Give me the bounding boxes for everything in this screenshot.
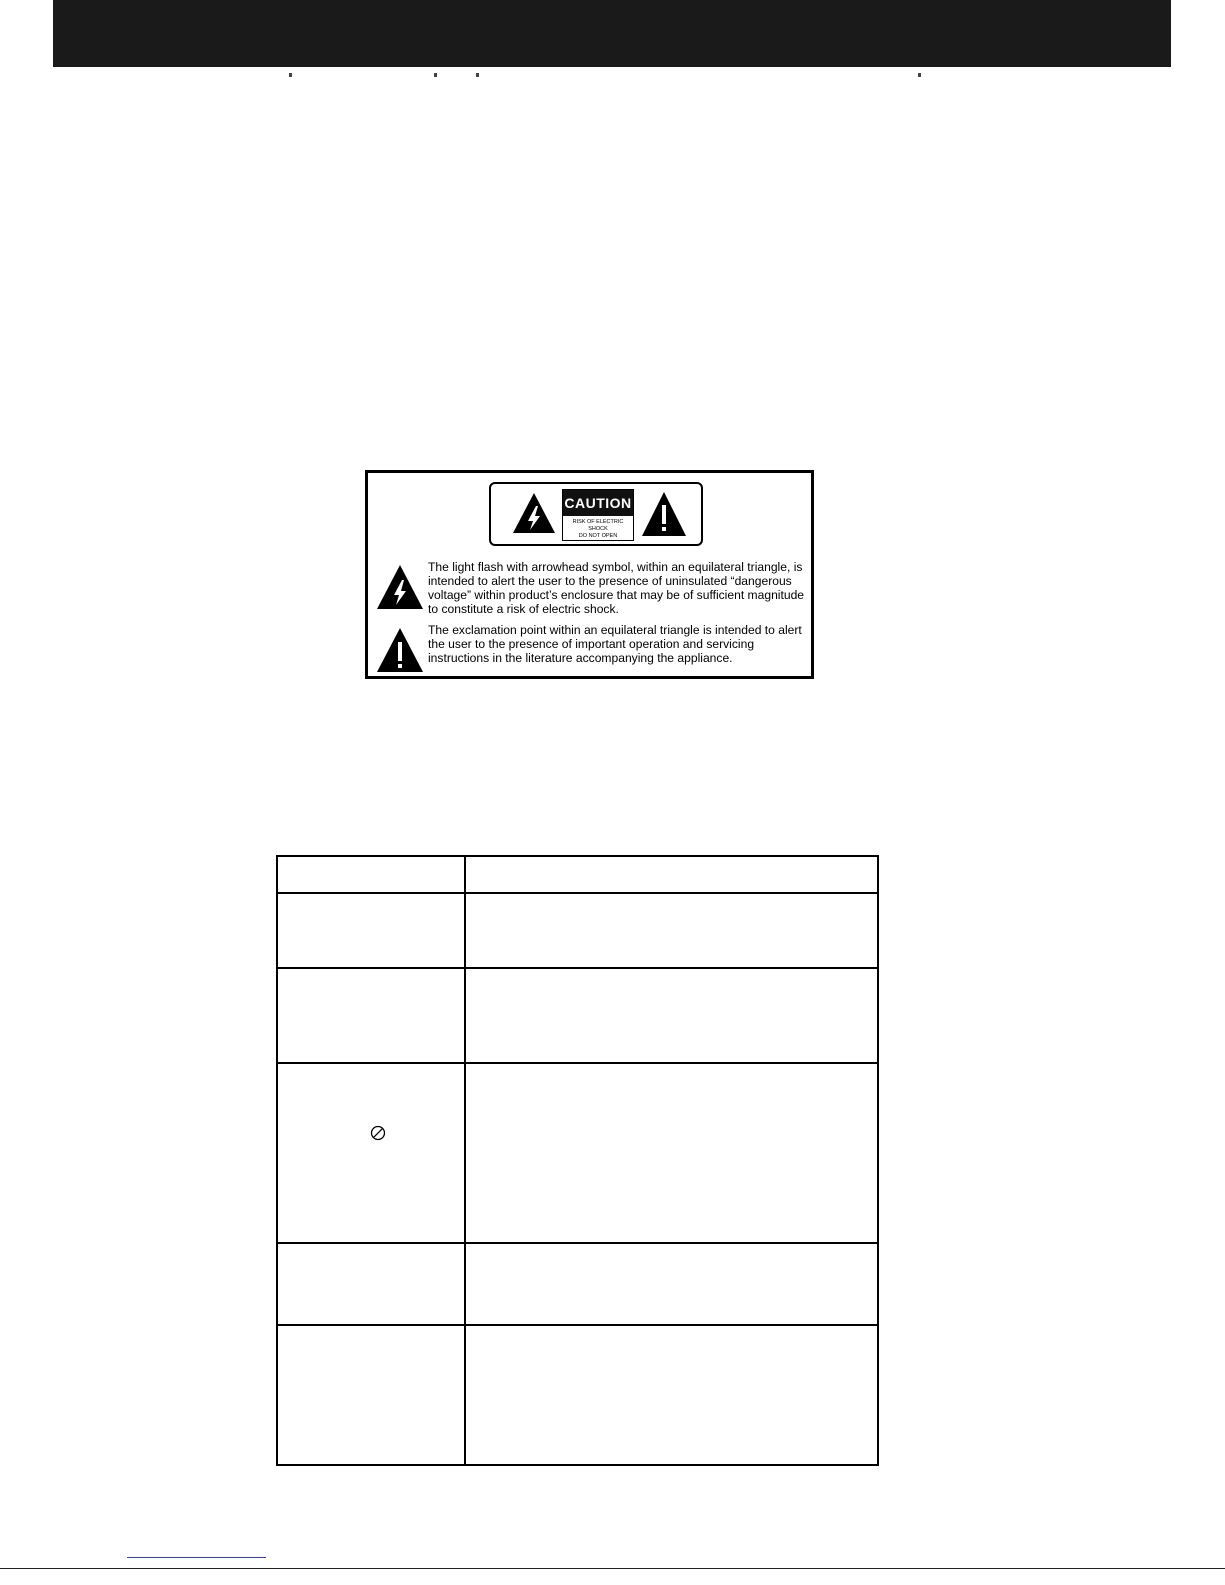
column-divider xyxy=(464,857,466,1464)
symbol-description: The light flash with arrowhead symbol, within an equilateral triangle, is intended to alert the user to the presence of uninsulated “dangerous voltage” within product’s enclosure that may be of sufficient magnitude to constitute a risk of electric shock. xyxy=(428,560,805,616)
caution-line-1: RISK OF ELECTRIC SHOCK xyxy=(572,519,624,532)
caution-title: CAUTION xyxy=(563,490,633,516)
lightning-triangle-icon xyxy=(376,564,424,610)
caution-label xyxy=(489,482,703,546)
exclamation-triangle-icon xyxy=(641,491,687,537)
caution-warning-panel xyxy=(365,470,814,679)
scan-mark xyxy=(918,73,921,77)
row-divider xyxy=(278,892,877,894)
caution-line-2: DO NOT OPEN xyxy=(578,533,618,539)
symbol-description: The exclamation point within an equilateral triangle is intended to alert the user to the presence of important operation and servicing instructions in the literature accompanying the appliance. xyxy=(428,623,802,665)
specification-table xyxy=(276,855,879,1466)
caution-plate xyxy=(562,489,634,541)
exclamation-triangle-icon xyxy=(376,627,424,673)
top-header-bar xyxy=(53,0,1171,67)
lightning-triangle-icon xyxy=(512,492,556,534)
scan-mark xyxy=(476,73,479,77)
footer-link-underline[interactable] xyxy=(127,1557,266,1558)
scan-mark xyxy=(289,73,292,77)
scan-mark xyxy=(434,73,437,77)
row-divider xyxy=(278,1242,877,1244)
table-row xyxy=(278,1064,464,1242)
prohibit-icon xyxy=(370,1125,386,1141)
row-divider xyxy=(278,1324,877,1326)
row-divider xyxy=(278,967,877,969)
footer-rule xyxy=(0,1568,1225,1569)
